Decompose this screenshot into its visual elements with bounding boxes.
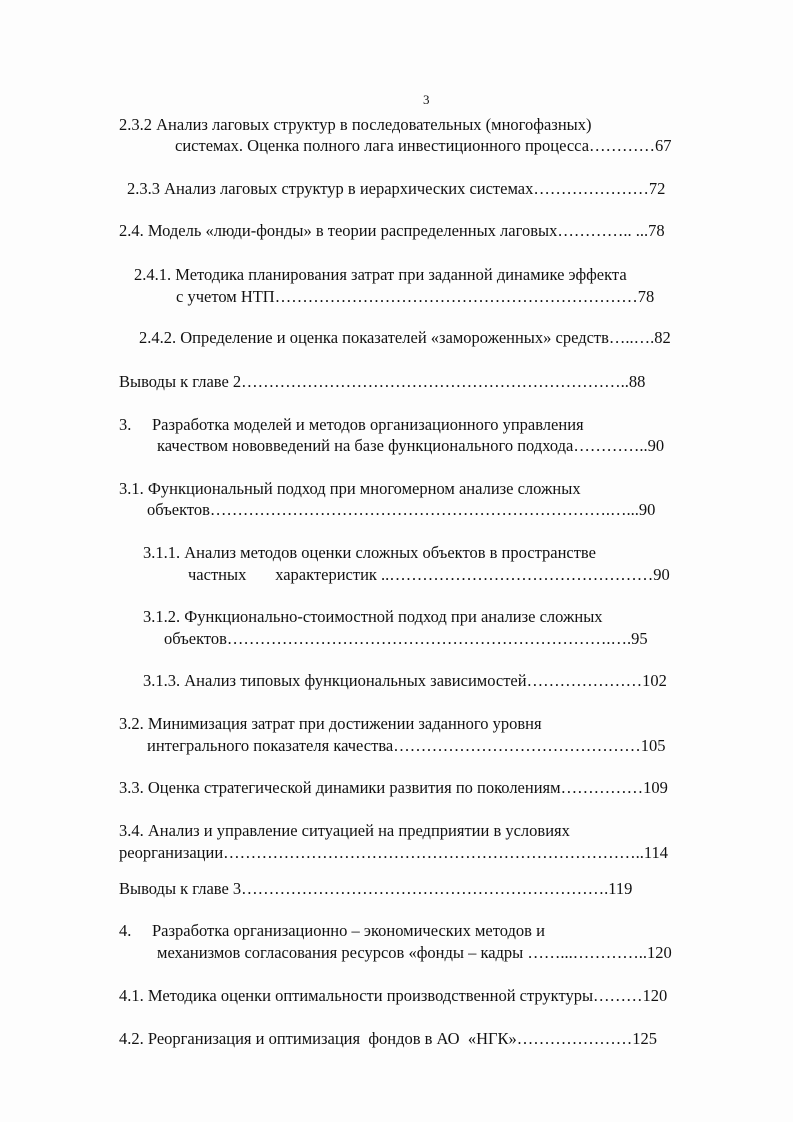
toc-entry-title: 3.2. Минимизация затрат при достижении заданного уровня xyxy=(119,714,542,733)
toc-entry-continuation: объектов…………………………………………………………….….95 xyxy=(164,629,648,648)
toc-entry-continuation: реорганизации…………………………………………………………………..114 xyxy=(119,843,669,862)
toc-entry-title: 4. Разработка организационно – экономических методов и xyxy=(119,921,545,940)
toc-entry-3-3: 3.3. Оценка стратегической динамики развития по поколениям……………109 xyxy=(119,778,668,797)
toc-entry-4-2: 4.2. Реорганизация и оптимизация фондов в АО «НГК»…………………125 xyxy=(119,1029,658,1048)
toc-entry-continuation: механизмов согласования ресурсов «фонды – кадры ……...…………..120 xyxy=(157,943,672,962)
page-number: 3 xyxy=(423,92,430,107)
toc-entry-title: 3. Разработка моделей и методов организационного управления xyxy=(119,415,584,434)
toc-entry-2-4: 2.4. Модель «люди-фонды» в теории распределенных лаговых………….. ...78 xyxy=(119,221,665,240)
toc-conclusions-chapter-3: Выводы к главе 3………………………………………………………….119 xyxy=(119,879,633,898)
toc-entry-3-1-3: 3.1.3. Анализ типовых функциональных зависимостей…………………102 xyxy=(143,671,667,690)
toc-entry-continuation: объектов……………………………………………………………….…...90 xyxy=(147,500,656,519)
toc-entry-continuation: с учетом НТП…………………………………………………………78 xyxy=(176,287,655,306)
toc-entry-continuation: интегрального показателя качества………………………………………105 xyxy=(147,736,666,755)
toc-entry-title: 3.1. Функциональный подход при многомерном анализе сложных xyxy=(119,479,581,498)
toc-entry-title: 2.3.2 Анализ лаговых структур в последовательных (многофазных) xyxy=(119,115,592,134)
toc-entry-continuation: частных характеристик ..…………………………………………90 xyxy=(188,565,670,584)
toc-entry-2-3-3: 2.3.3 Анализ лаговых структур в иерархических системах…………………72 xyxy=(127,179,666,198)
toc-conclusions-chapter-2: Выводы к главе 2……………………………………………………………..88 xyxy=(119,372,646,391)
toc-entry-continuation: качеством нововведений на базе функционального подхода…………..90 xyxy=(157,436,665,455)
toc-entry-4-1: 4.1. Методика оценки оптимальности производственной структуры………120 xyxy=(119,986,668,1005)
toc-entry-title: 2.4.1. Методика планирования затрат при заданной динамике эффекта xyxy=(134,265,627,284)
toc-entry-title: 3.1.2. Функционально-стоимостной подход при анализе сложных xyxy=(143,607,603,626)
toc-entry-title: 3.4. Анализ и управление ситуацией на предприятии в условиях xyxy=(119,821,570,840)
toc-entry-title: 3.1.1. Анализ методов оценки сложных объектов в пространстве xyxy=(143,543,596,562)
toc-entry-2-4-2: 2.4.2. Определение и оценка показателей «замороженных» средств…..….82 xyxy=(139,328,671,347)
toc-entry-continuation: системах. Оценка полного лага инвестиционного процесса…………67 xyxy=(175,136,672,155)
